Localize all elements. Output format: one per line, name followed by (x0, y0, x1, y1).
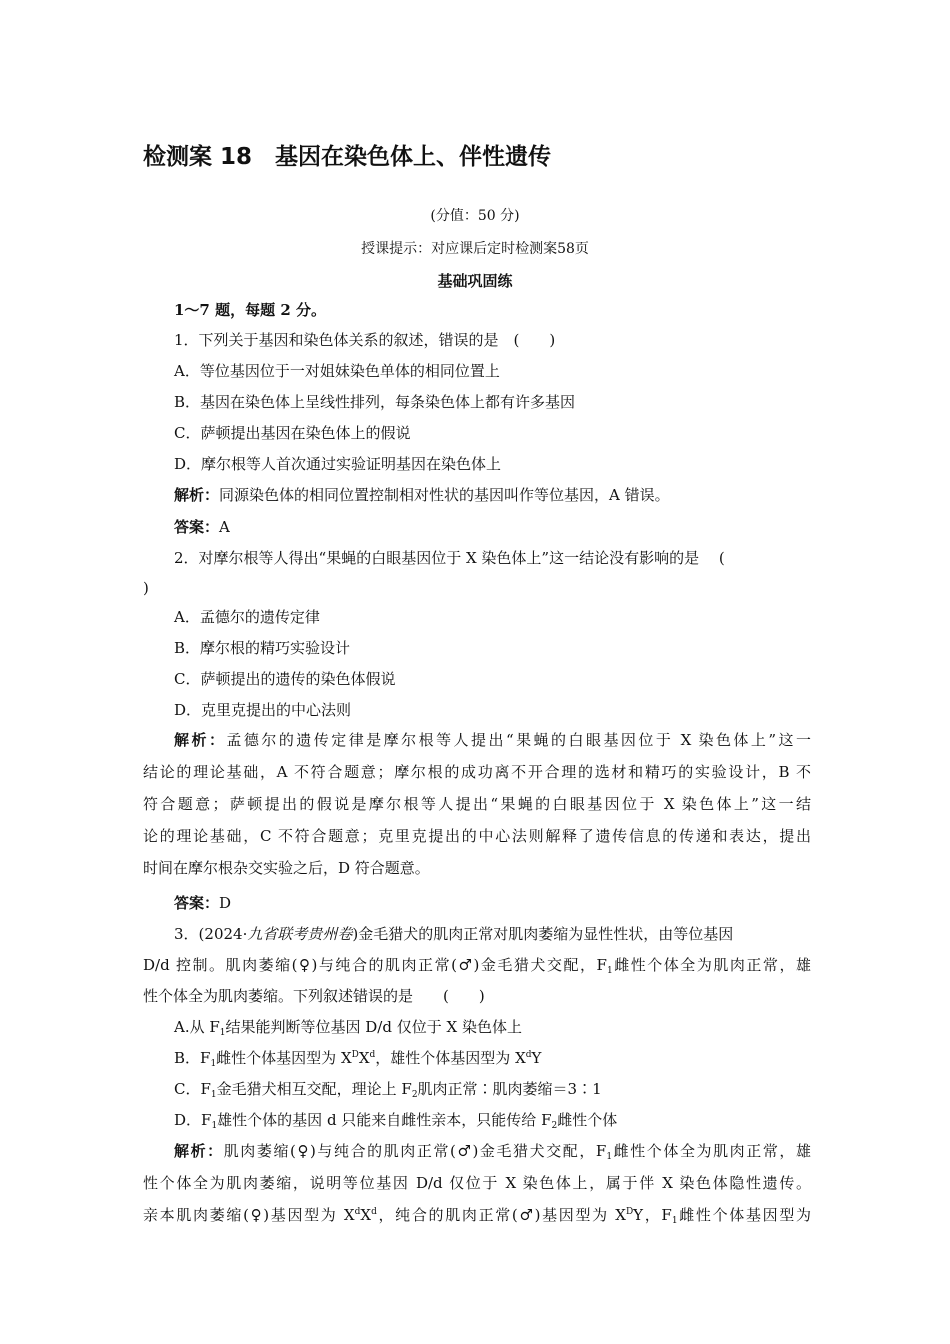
q1-option-a: A．等位基因位于一对姐妹染色单体的相同位置上 (174, 362, 500, 380)
q2-analysis-line1 (174, 730, 811, 750)
q3-source: 九省联考贵州卷 (247, 925, 353, 943)
subscript: 1 (606, 966, 613, 976)
answer-value: D (219, 894, 232, 912)
q2-analysis-line2: 结论的理论基础，A 不符合题意；摩尔根的成功离不开合理的选材和精巧的实验设计，B 不 (143, 763, 811, 781)
analysis-text: 同源染色体的相同位置控制相对性状的基因叫作等位基因，A 错误。 (219, 486, 670, 504)
page-title: 检测案 18 基因在染色体上、伴性遗传 (143, 144, 552, 170)
option-text: D．F (174, 1111, 212, 1129)
q1-option-c: C．萨顿提出基因在染色体上的假说 (174, 424, 411, 442)
analysis-text: X (360, 1206, 372, 1224)
q2-option-a: A．孟德尔的遗传定律 (174, 608, 320, 626)
q2-analysis-line5: 时间在摩尔根杂交实验之后，D 符合题意。 (143, 859, 430, 877)
option-text: 雌性个体 (557, 1111, 618, 1129)
subscript: 1 (211, 1121, 218, 1131)
superscript: D (351, 1050, 359, 1060)
q3-analysis-line2: 性个体全为肌肉萎缩，说明等位基因 D/d 仅位于 X 染色体上，属于伴 X 染色体隐性遗传。 (143, 1174, 811, 1192)
option-text: 结果能判断等位基因 D/d 仅位于 X 染色体上 (225, 1018, 522, 1036)
superscript: d (371, 1207, 377, 1217)
q3-option-c (174, 1079, 811, 1099)
q3-option-b (174, 1048, 811, 1068)
q3-option-a (174, 1017, 811, 1037)
analysis-text: 雌性个体全为肌肉正常，雄 (612, 1142, 811, 1160)
option-text: Y (531, 1049, 542, 1067)
q3-analysis-line1 (174, 1141, 811, 1161)
option-text: B．F (174, 1049, 211, 1067)
analysis-label: 解析： (174, 1142, 224, 1160)
analysis-label: 解析： (174, 731, 227, 749)
section-heading: 基础巩固练 (437, 272, 513, 290)
subscript: 1 (210, 1059, 217, 1069)
q1-option-b: B．基因在染色体上呈线性排列，每条染色体上都有许多基因 (174, 393, 576, 411)
superscript: D (625, 1207, 634, 1217)
answer-label: 答案： (174, 518, 220, 536)
option-text: A.从 F (174, 1018, 220, 1036)
analysis-text: 雌性个体基因型为 (677, 1206, 811, 1224)
q2-stem-line2: ) (143, 579, 149, 597)
analysis-text: Y，F (633, 1206, 672, 1224)
q1-option-d: D．摩尔根等人首次通过实验证明基因在染色体上 (174, 455, 502, 473)
option-text: 雄性个体的基因 d 只能来自雌性亲本，只能传给 F (217, 1111, 552, 1129)
q3-analysis-line3 (143, 1205, 811, 1225)
option-text: X (358, 1049, 370, 1067)
superscript: d (354, 1207, 361, 1217)
q3-stem-line1 (174, 924, 811, 944)
subscript: 2 (411, 1090, 418, 1100)
option-text: 雌性个体基因型为 X (216, 1049, 352, 1067)
option-text: ，雄性个体基因型为 X (375, 1049, 526, 1067)
option-text: 肌肉正常∶肌肉萎缩＝3∶1 (417, 1080, 602, 1098)
option-text: 金毛猎犬相互交配，理论上 F (216, 1080, 412, 1098)
analysis-text: 肌肉萎缩(♀)与纯合的肌肉正常(♂)金毛猎犬交配，F (223, 1142, 607, 1160)
q2-answer (174, 893, 811, 913)
option-text: C．F (174, 1080, 211, 1098)
lesson-hint: 授课提示：对应课后定时检测案58页 (361, 241, 589, 257)
q2-option-b: B．摩尔根的精巧实验设计 (174, 639, 351, 657)
q3-stem-line2 (143, 955, 811, 975)
analysis-label: 解析： (174, 486, 220, 504)
subscript: 2 (551, 1121, 558, 1131)
q3-stem-text: )金毛猎犬的肌肉正常对肌肉萎缩为显性性状，由等位基因 (352, 925, 734, 943)
q2-stem-line1: 2．对摩尔根等人得出“果蝇的白眼基因位于 X 染色体上”这一结论没有影响的是 ( (174, 549, 725, 567)
q1-analysis (174, 485, 811, 505)
q3-number: 3．(2024· (174, 925, 248, 943)
analysis-text: 亲本肌肉萎缩(♀)基因型为 X (143, 1206, 355, 1224)
q3-stem-text: 雌性个体全为肌肉正常，雄 (612, 956, 811, 974)
answer-value: A (219, 518, 230, 536)
subscript: 1 (671, 1216, 678, 1226)
q3-stem-line3: 性个体全为肌肉萎缩。下列叙述错误的是 ( ) (143, 987, 485, 1005)
q3-option-d (174, 1110, 811, 1130)
instructions: 1～7 题，每题 2 分。 (174, 301, 326, 319)
q2-option-d: D．克里克提出的中心法则 (174, 701, 352, 719)
analysis-text: 孟德尔的遗传定律是摩尔根等人提出“果蝇的白眼基因位于 X 染色体上”这一 (226, 731, 811, 749)
q1-answer (174, 517, 811, 537)
q2-analysis-line3: 符合题意；萨顿提出的假说是摩尔根等人提出“果蝇的白眼基因位于 X 染色体上”这一结 (143, 795, 811, 813)
q2-option-c: C．萨顿提出的遗传的染色体假说 (174, 670, 396, 688)
answer-label: 答案： (174, 894, 220, 912)
subscript: 1 (219, 1028, 226, 1038)
q3-stem-text: D/d 控制。肌肉萎缩(♀)与纯合的肌肉正常(♂)金毛猎犬交配，F (143, 956, 607, 974)
q1-stem: 1．下列关于基因和染色体关系的叙述，错误的是 ( ) (174, 331, 556, 349)
subscript: 1 (606, 1152, 613, 1162)
superscript: d (525, 1050, 532, 1060)
score-note: (分值：50 分) (430, 208, 520, 224)
analysis-text: ，纯合的肌肉正常(♂)基因型为 X (376, 1206, 626, 1224)
subscript: 1 (210, 1090, 217, 1100)
superscript: d (369, 1050, 376, 1060)
q2-analysis-line4: 论的理论基础，C 不符合题意；克里克提出的中心法则解释了遗传信息的传递和表达，提出 (143, 827, 811, 845)
